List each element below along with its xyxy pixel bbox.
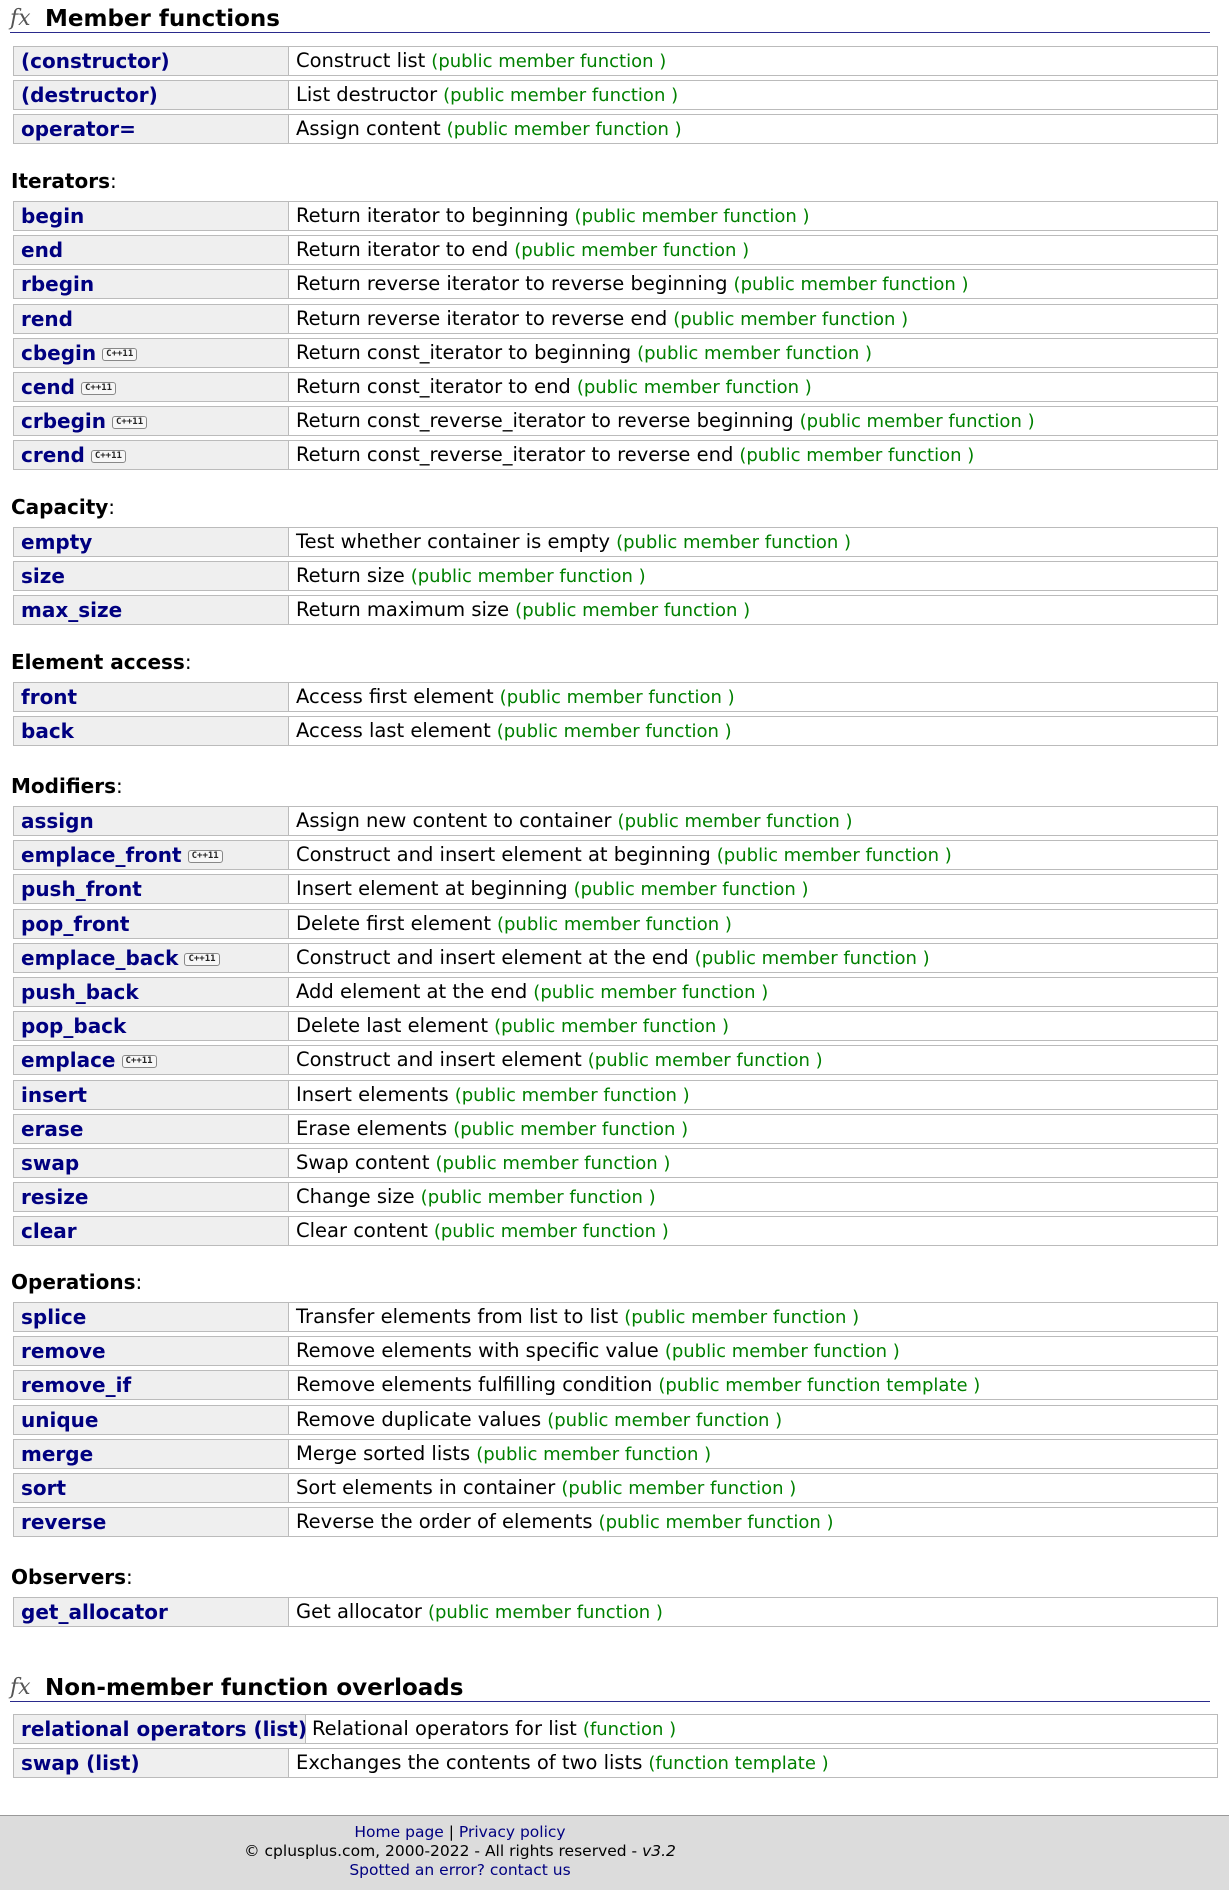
member-description: Access last element xyxy=(296,719,491,742)
member-description-cell xyxy=(296,1149,670,1177)
member-description-cell xyxy=(296,81,678,109)
member-link[interactable]: operator= xyxy=(21,117,136,141)
member-description-cell xyxy=(296,1115,688,1143)
member-kind: (public member function ) xyxy=(574,206,810,227)
member-kind: (public member function ) xyxy=(561,1478,797,1499)
member-link[interactable]: emplace xyxy=(21,1048,116,1072)
member-kind: (public member function ) xyxy=(514,240,750,261)
member-kind: (public member function ) xyxy=(420,1187,656,1208)
member-row-remove-if xyxy=(13,1370,1218,1400)
member-link[interactable]: remove xyxy=(21,1339,106,1363)
member-name-cell xyxy=(14,1440,289,1468)
member-name-cell xyxy=(14,373,289,401)
member-name-cell xyxy=(14,202,289,230)
cpp11-badge-icon: C++11 xyxy=(112,416,147,429)
member-row-get-allocator xyxy=(13,1597,1218,1627)
member-description: Add element at the end xyxy=(296,980,528,1003)
member-row-push-front xyxy=(13,874,1218,904)
member-kind: (public member function ) xyxy=(664,1341,900,1362)
privacy-policy-link[interactable]: Privacy policy xyxy=(458,1823,566,1841)
cpp11-badge-icon: C++11 xyxy=(81,382,116,395)
member-description: Insert element at beginning xyxy=(296,877,568,900)
member-description-cell xyxy=(296,841,952,869)
member-row-push-back xyxy=(13,977,1218,1007)
member-description-cell xyxy=(296,910,732,938)
member-name-cell xyxy=(14,1474,289,1502)
home-page-link[interactable]: Home page xyxy=(354,1823,444,1841)
member-link[interactable]: empty xyxy=(21,530,93,554)
member-row-pop-front xyxy=(13,909,1218,939)
member-link[interactable]: reverse xyxy=(21,1510,107,1534)
member-kind: (public member function ) xyxy=(733,274,969,295)
member-row-resize xyxy=(13,1182,1218,1212)
group-label-text: Capacity xyxy=(11,495,109,519)
member-kind: (public member function ) xyxy=(799,411,1035,432)
member-description: Transfer elements from list to list xyxy=(296,1305,619,1328)
group-label-colon: : xyxy=(110,169,117,193)
member-kind: (public member function ) xyxy=(587,1050,823,1071)
group-label xyxy=(11,774,123,798)
member-link[interactable]: (destructor) xyxy=(21,83,158,107)
member-link[interactable]: get_allocator xyxy=(21,1600,168,1624)
member-description-cell xyxy=(296,875,809,903)
error-report xyxy=(0,1861,920,1879)
member-name-cell xyxy=(14,1183,289,1211)
group-label xyxy=(11,1565,133,1589)
member-description-cell xyxy=(296,1598,663,1626)
member-row-clear xyxy=(13,1216,1218,1246)
member-description-cell xyxy=(296,115,682,143)
member-kind: (public member function ) xyxy=(410,566,646,587)
member-description-cell xyxy=(296,528,851,556)
member-row-emplace xyxy=(13,1045,1218,1075)
member-description-cell xyxy=(296,1303,859,1331)
member-description-cell xyxy=(296,683,735,711)
member-name-cell xyxy=(14,47,289,75)
member-row-rend xyxy=(13,304,1218,334)
member-link[interactable]: emplace_front xyxy=(21,843,182,867)
member-description: Clear content xyxy=(296,1219,428,1242)
fx-icon: fx xyxy=(10,6,31,31)
member-description-cell xyxy=(296,1749,829,1777)
group-label-text: Element access xyxy=(11,650,185,674)
member-description: Swap content xyxy=(296,1151,430,1174)
member-description: Construct and insert element xyxy=(296,1048,582,1071)
version-label: v3.2 xyxy=(642,1842,676,1860)
member-description-cell xyxy=(296,270,969,298)
member-description-cell xyxy=(296,305,908,333)
member-description-cell xyxy=(296,339,872,367)
member-link[interactable]: resize xyxy=(21,1185,89,1209)
member-row-merge xyxy=(13,1439,1218,1469)
member-kind: (public member function ) xyxy=(427,1602,663,1623)
member-description-cell xyxy=(296,1508,834,1536)
member-description-cell xyxy=(296,944,930,972)
member-kind: (public member function ) xyxy=(573,879,809,900)
member-link[interactable]: rbegin xyxy=(21,272,95,296)
member-description-cell xyxy=(296,1046,823,1074)
member-link[interactable]: cbegin xyxy=(21,341,97,365)
member-row-operator xyxy=(13,114,1218,144)
member-row-insert xyxy=(13,1080,1218,1110)
member-name-cell xyxy=(14,1371,289,1399)
member-description-cell xyxy=(296,1217,669,1245)
member-description: Return reverse iterator to reverse beginning xyxy=(296,272,728,295)
member-description: Return const_iterator to end xyxy=(296,375,571,398)
member-link[interactable]: crend xyxy=(21,443,85,467)
member-description: Relational operators for list xyxy=(312,1717,577,1740)
member-name-cell xyxy=(14,1749,289,1777)
member-name-cell xyxy=(14,528,289,556)
member-row-size xyxy=(13,561,1218,591)
member-kind: (public member function ) xyxy=(433,1221,669,1242)
member-link[interactable]: splice xyxy=(21,1305,87,1329)
member-row-back xyxy=(13,716,1218,746)
member-description: Erase elements xyxy=(296,1117,448,1140)
member-description-cell xyxy=(296,1183,656,1211)
member-kind: (public member function ) xyxy=(576,377,812,398)
member-kind: (public member function ) xyxy=(624,1307,860,1328)
member-row-swap xyxy=(13,1148,1218,1178)
member-name-cell xyxy=(14,115,289,143)
member-name-cell xyxy=(14,1598,289,1626)
member-description-cell xyxy=(296,978,768,1006)
member-kind: (public member function ) xyxy=(515,600,751,621)
member-description: Delete first element xyxy=(296,912,491,935)
member-kind: (public member function ) xyxy=(494,1016,730,1037)
member-row-empty xyxy=(13,527,1218,557)
member-description-cell xyxy=(296,441,974,469)
member-kind: (public member function ) xyxy=(443,85,679,106)
member-kind: (public member function ) xyxy=(637,343,873,364)
member-description-cell xyxy=(296,236,749,264)
member-name-cell xyxy=(14,596,289,624)
member-kind: (public member function ) xyxy=(673,309,909,330)
member-description-cell xyxy=(296,1474,796,1502)
member-row-unique xyxy=(13,1405,1218,1435)
member-row-crend xyxy=(13,440,1218,470)
fx-icon: fx xyxy=(10,1675,31,1700)
member-description: List destructor xyxy=(296,83,438,106)
member-description-cell xyxy=(312,1715,676,1743)
member-description: Reverse the order of elements xyxy=(296,1510,593,1533)
member-description: Sort elements in container xyxy=(296,1476,556,1499)
member-description: Return iterator to beginning xyxy=(296,204,569,227)
member-name-cell xyxy=(14,978,289,1006)
member-link[interactable]: push_back xyxy=(21,980,139,1004)
member-link[interactable]: clear xyxy=(21,1219,77,1243)
member-description: Change size xyxy=(296,1185,415,1208)
member-description: Remove elements fulfilling condition xyxy=(296,1373,653,1396)
member-link[interactable]: pop_back xyxy=(21,1014,127,1038)
member-row-cbegin xyxy=(13,338,1218,368)
section-non-member xyxy=(10,1673,1210,1702)
group-label xyxy=(11,650,192,674)
member-name-cell xyxy=(14,562,289,590)
member-link[interactable]: erase xyxy=(21,1117,84,1141)
member-row-assign xyxy=(13,806,1218,836)
footer-separator: | xyxy=(443,1823,459,1841)
member-link[interactable]: swap xyxy=(21,1151,80,1175)
member-link[interactable]: size xyxy=(21,564,65,588)
member-name-cell xyxy=(14,270,289,298)
section-title-text: Member functions xyxy=(45,6,280,32)
member-description-cell xyxy=(296,1337,900,1365)
copyright xyxy=(0,1842,920,1860)
member-link[interactable]: cend xyxy=(21,375,75,399)
member-link[interactable]: assign xyxy=(21,809,94,833)
member-row-reverse xyxy=(13,1507,1218,1537)
copyright-text: © cplusplus.com, 2000-2022 - All rights reserved - xyxy=(244,1842,643,1860)
footer xyxy=(0,1815,1229,1890)
member-link[interactable]: pop_front xyxy=(21,912,130,936)
group-label xyxy=(11,169,117,193)
member-name-cell xyxy=(14,1046,289,1074)
group-label-colon: : xyxy=(115,774,123,798)
member-description-cell xyxy=(296,1081,690,1109)
member-name-cell xyxy=(14,1149,289,1177)
member-description: Get allocator xyxy=(296,1600,422,1623)
member-name-cell xyxy=(14,1115,289,1143)
cpp11-badge-icon: C++11 xyxy=(102,348,137,361)
member-row-emplace-back xyxy=(13,943,1218,973)
member-name-cell xyxy=(14,1217,289,1245)
member-row-relational-operators-list xyxy=(13,1714,1218,1744)
member-kind: (function ) xyxy=(582,1719,677,1740)
cpp11-badge-icon: C++11 xyxy=(122,1055,157,1068)
group-label-text: Iterators xyxy=(11,169,110,193)
member-kind: (public member function ) xyxy=(499,687,735,708)
member-row-swap-list xyxy=(13,1748,1218,1778)
member-description-cell xyxy=(296,1406,782,1434)
member-kind: (function template ) xyxy=(648,1753,829,1774)
member-name-cell xyxy=(14,441,289,469)
member-description: Assign new content to container xyxy=(296,809,612,832)
member-name-cell xyxy=(14,1406,289,1434)
member-name-cell xyxy=(14,407,289,435)
member-row-remove xyxy=(13,1336,1218,1366)
member-row-constructor xyxy=(13,46,1218,76)
member-row-splice xyxy=(13,1302,1218,1332)
member-description: Remove duplicate values xyxy=(296,1408,542,1431)
member-row-sort xyxy=(13,1473,1218,1503)
member-link[interactable]: front xyxy=(21,685,78,709)
member-link[interactable]: merge xyxy=(21,1442,94,1466)
member-description: Return maximum size xyxy=(296,598,510,621)
member-description: Insert elements xyxy=(296,1083,449,1106)
member-name-cell xyxy=(14,81,289,109)
footer-links xyxy=(0,1823,920,1841)
member-description-cell xyxy=(296,373,812,401)
member-row-rbegin xyxy=(13,269,1218,299)
member-name-cell xyxy=(14,807,289,835)
member-kind: (public member function ) xyxy=(617,811,853,832)
group-label-text: Modifiers xyxy=(11,774,116,798)
member-description-cell xyxy=(296,47,666,75)
member-row-destructor xyxy=(13,80,1218,110)
member-description: Return const_reverse_iterator to reverse beginning xyxy=(296,409,794,432)
member-kind: (public member function ) xyxy=(454,1085,690,1106)
member-link[interactable]: insert xyxy=(21,1083,87,1107)
member-name-cell xyxy=(14,1012,289,1040)
member-description: Access first element xyxy=(296,685,494,708)
member-description-cell xyxy=(296,1440,711,1468)
member-kind: (public member function ) xyxy=(496,721,732,742)
member-kind: (public member function template ) xyxy=(658,1375,981,1396)
group-label-colon: : xyxy=(184,650,192,674)
member-kind: (public member function ) xyxy=(694,948,930,969)
member-description: Test whether container is empty xyxy=(296,530,611,553)
group-label-text: Operations xyxy=(11,1270,136,1294)
member-link[interactable]: back xyxy=(21,719,74,743)
member-kind: (public member function ) xyxy=(547,1410,783,1431)
member-description-cell xyxy=(296,562,646,590)
member-kind: (public member function ) xyxy=(533,982,769,1003)
member-row-max-size xyxy=(13,595,1218,625)
group-label xyxy=(11,495,115,519)
member-kind: (public member function ) xyxy=(616,532,852,553)
member-description: Construct list xyxy=(296,49,426,72)
member-row-crbegin xyxy=(13,406,1218,436)
group-label-colon: : xyxy=(135,1270,143,1294)
member-description-cell xyxy=(296,1371,980,1399)
group-label-colon: : xyxy=(108,495,116,519)
member-description: Return reverse iterator to reverse end xyxy=(296,307,668,330)
member-row-end xyxy=(13,235,1218,265)
member-kind: (public member function ) xyxy=(446,119,682,140)
member-row-begin xyxy=(13,201,1218,231)
member-link[interactable]: max_size xyxy=(21,598,123,622)
member-link[interactable]: unique xyxy=(21,1408,99,1432)
member-name-cell xyxy=(14,875,289,903)
member-row-cend xyxy=(13,372,1218,402)
member-link[interactable]: relational operators (list) xyxy=(21,1717,307,1741)
member-link[interactable]: push_front xyxy=(21,877,142,901)
group-label xyxy=(11,1270,142,1294)
contact-link[interactable]: Spotted an error? contact us xyxy=(349,1861,571,1879)
cpp11-badge-icon: C++11 xyxy=(91,450,126,463)
member-link[interactable]: emplace_back xyxy=(21,946,179,970)
member-description: Construct and insert element at the end xyxy=(296,946,689,969)
member-name-cell xyxy=(14,910,289,938)
group-label-colon: : xyxy=(126,1565,133,1589)
member-description-cell xyxy=(296,202,810,230)
member-description-cell xyxy=(296,807,853,835)
member-description: Return iterator to end xyxy=(296,238,509,261)
member-kind: (public member function ) xyxy=(476,1444,712,1465)
member-row-erase xyxy=(13,1114,1218,1144)
member-link[interactable]: begin xyxy=(21,204,85,228)
member-name-cell xyxy=(14,683,289,711)
member-kind: (public member function ) xyxy=(431,51,667,72)
member-description-cell xyxy=(296,717,732,745)
member-name-cell xyxy=(14,944,289,972)
member-row-pop-back xyxy=(13,1011,1218,1041)
cpp11-badge-icon: C++11 xyxy=(184,953,219,966)
member-description: Return const_iterator to beginning xyxy=(296,341,632,364)
member-description: Remove elements with specific value xyxy=(296,1339,659,1362)
member-kind: (public member function ) xyxy=(598,1512,834,1533)
member-description: Exchanges the contents of two lists xyxy=(296,1751,643,1774)
member-link[interactable]: sort xyxy=(21,1476,67,1500)
member-link[interactable]: end xyxy=(21,238,64,262)
member-description-cell xyxy=(296,407,1035,435)
member-name-cell xyxy=(14,717,289,745)
section-title-text: Non-member function overloads xyxy=(45,1675,464,1701)
member-description: Merge sorted lists xyxy=(296,1442,471,1465)
member-link[interactable]: swap (list) xyxy=(21,1751,140,1775)
group-label-text: Observers xyxy=(11,1565,127,1589)
member-name-cell xyxy=(14,1508,289,1536)
member-kind: (public member function ) xyxy=(453,1119,689,1140)
member-name-cell xyxy=(14,841,289,869)
member-row-emplace-front xyxy=(13,840,1218,870)
member-name-cell xyxy=(14,339,289,367)
section-member-functions xyxy=(10,4,1210,33)
member-kind: (public member function ) xyxy=(496,914,732,935)
member-description: Delete last element xyxy=(296,1014,489,1037)
member-description: Construct and insert element at beginning xyxy=(296,843,711,866)
member-name-cell xyxy=(14,1303,289,1331)
member-description-cell xyxy=(296,1012,729,1040)
member-row-front xyxy=(13,682,1218,712)
member-description-cell xyxy=(296,596,750,624)
member-link[interactable]: crbegin xyxy=(21,409,107,433)
member-name-cell xyxy=(14,236,289,264)
member-link[interactable]: rend xyxy=(21,307,73,331)
member-description: Assign content xyxy=(296,117,441,140)
member-kind: (public member function ) xyxy=(716,845,952,866)
member-name-cell xyxy=(14,1337,289,1365)
member-link[interactable]: (constructor) xyxy=(21,49,170,73)
member-name-cell xyxy=(14,1081,289,1109)
member-name-cell xyxy=(14,305,289,333)
member-description: Return size xyxy=(296,564,405,587)
member-description: Return const_reverse_iterator to reverse end xyxy=(296,443,734,466)
cpp11-badge-icon: C++11 xyxy=(188,850,223,863)
member-link[interactable]: remove_if xyxy=(21,1373,132,1397)
member-name-cell xyxy=(14,1715,306,1743)
member-kind: (public member function ) xyxy=(739,445,975,466)
member-kind: (public member function ) xyxy=(435,1153,671,1174)
